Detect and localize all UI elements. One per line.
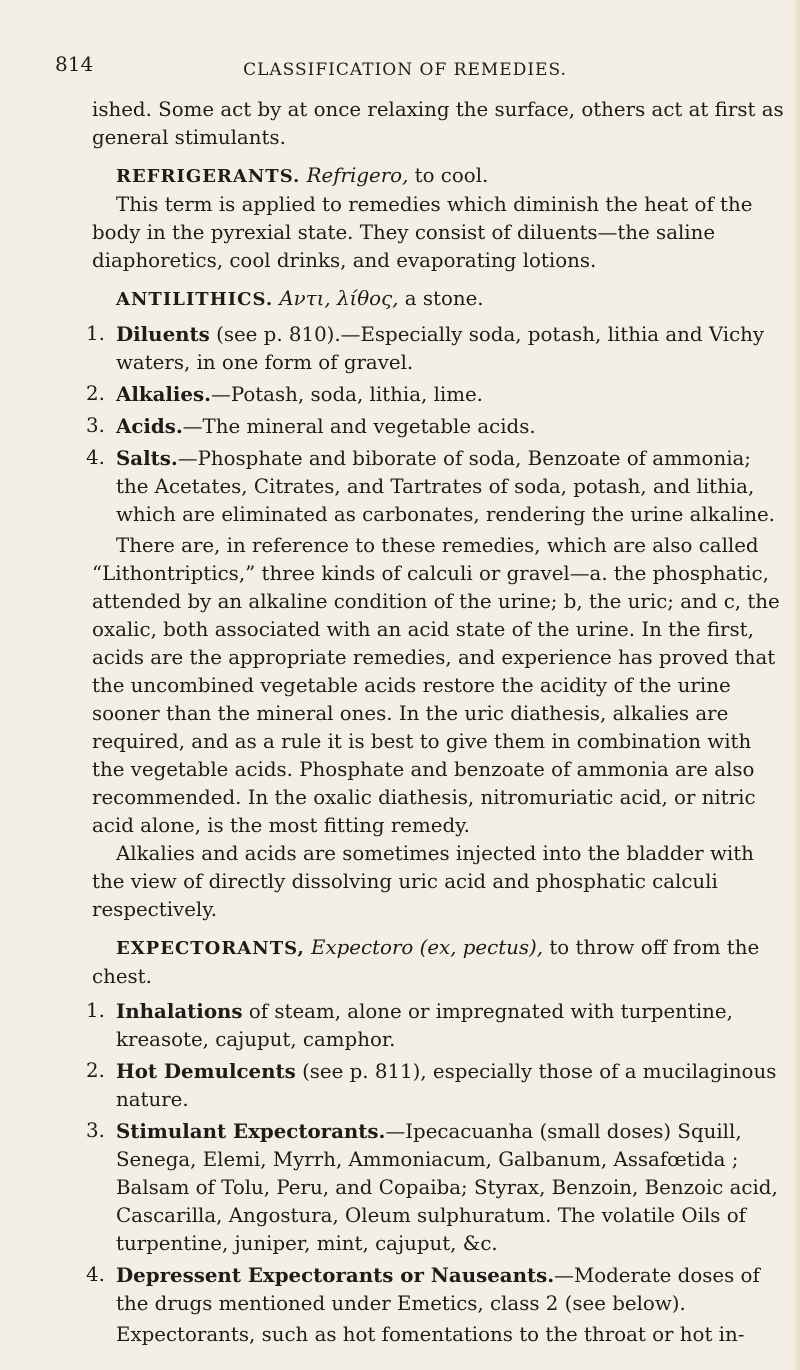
item-label: Salts. [116,446,178,470]
expectorants-etymology: Expectoro (ex, pectus), [311,936,544,959]
expectorants-title: EXPECTORANTS, [116,938,305,959]
item-label: Hot Demulcents [116,1059,296,1083]
item-number: 2. [86,1059,105,1082]
expectorants-list [86,997,787,1318]
list-item [86,997,787,1054]
running-title: CLASSIFICATION OF REMEDIES. [243,60,567,80]
item-number: 3. [86,414,105,437]
expectorants-closing: Expectorants, such as hot fomentations to the throat or hot in- [116,1323,745,1346]
item-text: of steam, alone or impregnated with turpentine, kreasote, cajuput, camphor. [116,1000,733,1051]
antilithics-paragraph-2: Alkalies and acids are sometimes injected into the bladder with the view of directly dissolving uric acid and phosphatic calculi respectively. [92,842,754,921]
item-number: 4. [86,446,105,469]
list-item [86,444,787,529]
item-number: 1. [86,322,105,345]
expectorants-meaning: to throw off from the chest. [92,936,760,988]
item-label: Stimulant Expectorants. [116,1119,386,1143]
item-number: 2. [86,382,105,405]
list-item [86,1117,787,1258]
item-label: Depressent Expectorants or Nauseants. [116,1263,555,1287]
refrigerants-heading [92,162,787,191]
item-number: 4. [86,1263,105,1286]
page-body [86,96,787,1349]
antilithics-list [86,320,787,529]
item-text: —Moderate doses of the drugs mentioned under Emetics, class 2 (see below). [116,1264,760,1315]
antilithics-paragraph-1: There are, in reference to these remedies, which are also called “Lithontriptics,” three kinds of calculi or gravel—a. the phosphatic, attended by an alkaline condition of the urine; b, the uric; and c, the oxalic, both associated with an acid state of the urine. In the first, acids are the appropriate remedies, and experience has proved that the uncombined vegetable acids restore the acidity of the urine sooner than the mineral ones. In the uric diathesis, alkalies are required, and as a rule it is best to give them in combination with the vegetable acids. Phosphate and benzoate of ammonia are also recommended. In the oxalic diathesis, nitromuriatic acid, or nitric acid alone, is the most fitting remedy. [92,534,780,837]
item-label: Diluents [116,322,210,346]
item-label: Alkalies. [116,382,212,406]
list-item [86,412,787,441]
item-text: (see p. 810).—Especially soda, potash, lithia and Vichy waters, in one form of gravel. [116,323,765,374]
expectorants-heading [92,934,787,991]
refrigerants-meaning: to cool. [414,164,489,187]
item-text: —The mineral and vegetable acids. [182,415,536,438]
list-item [86,1057,787,1114]
item-text: (see p. 811), especially those of a mucilaginous nature. [116,1060,777,1111]
refrigerants-title: REFRIGERANTS. [116,166,301,187]
antilithics-meaning: a stone. [404,287,484,310]
item-text: —Phosphate and biborate of soda, Benzoate of ammonia; the Acetates, Citrates, and Tartrates of soda, potash, and lithia, which are eliminated as carbonates, rendering the urine alkaline. [116,447,775,526]
item-number: 3. [86,1119,105,1142]
refrigerants-text: This term is applied to remedies which diminish the heat of the body in the pyrexial state. They consist of diluents—the saline diaphoretics, cool drinks, and evaporating lotions. [92,193,753,272]
page-edge-shadow [792,0,800,1370]
intro-paragraph: ished. Some act by at once relaxing the surface, others act at first as general stimulants. [92,98,784,149]
item-label: Inhalations [116,999,243,1023]
item-text: —Potash, soda, lithia, lime. [211,383,483,406]
antilithics-heading [92,285,787,314]
antilithics-title: ANTILITHICS. [116,289,274,310]
item-label: Acids. [116,414,183,438]
list-item [86,380,787,409]
refrigerants-etymology: Refrigero, [306,164,409,187]
list-item [86,320,787,377]
item-text: —Ipecacuanha (small doses) Squill, Senega, Elemi, Myrrh, Ammoniacum, Galbanum, Assafœtida ; Balsam of Tolu, Peru, and Copaiba; Styrax, Benzoin, Benzoic acid, Cascarilla, Angostura, Oleum sulphuratum. The volatile Oils of turpentine, juniper, mint, cajuput, &c. [116,1120,778,1255]
item-number: 1. [86,999,105,1022]
page-header [55,52,755,82]
antilithics-etymology: Αντι, λίθος, [279,287,399,310]
page-number: 814 [55,52,94,76]
list-item [86,1261,787,1318]
